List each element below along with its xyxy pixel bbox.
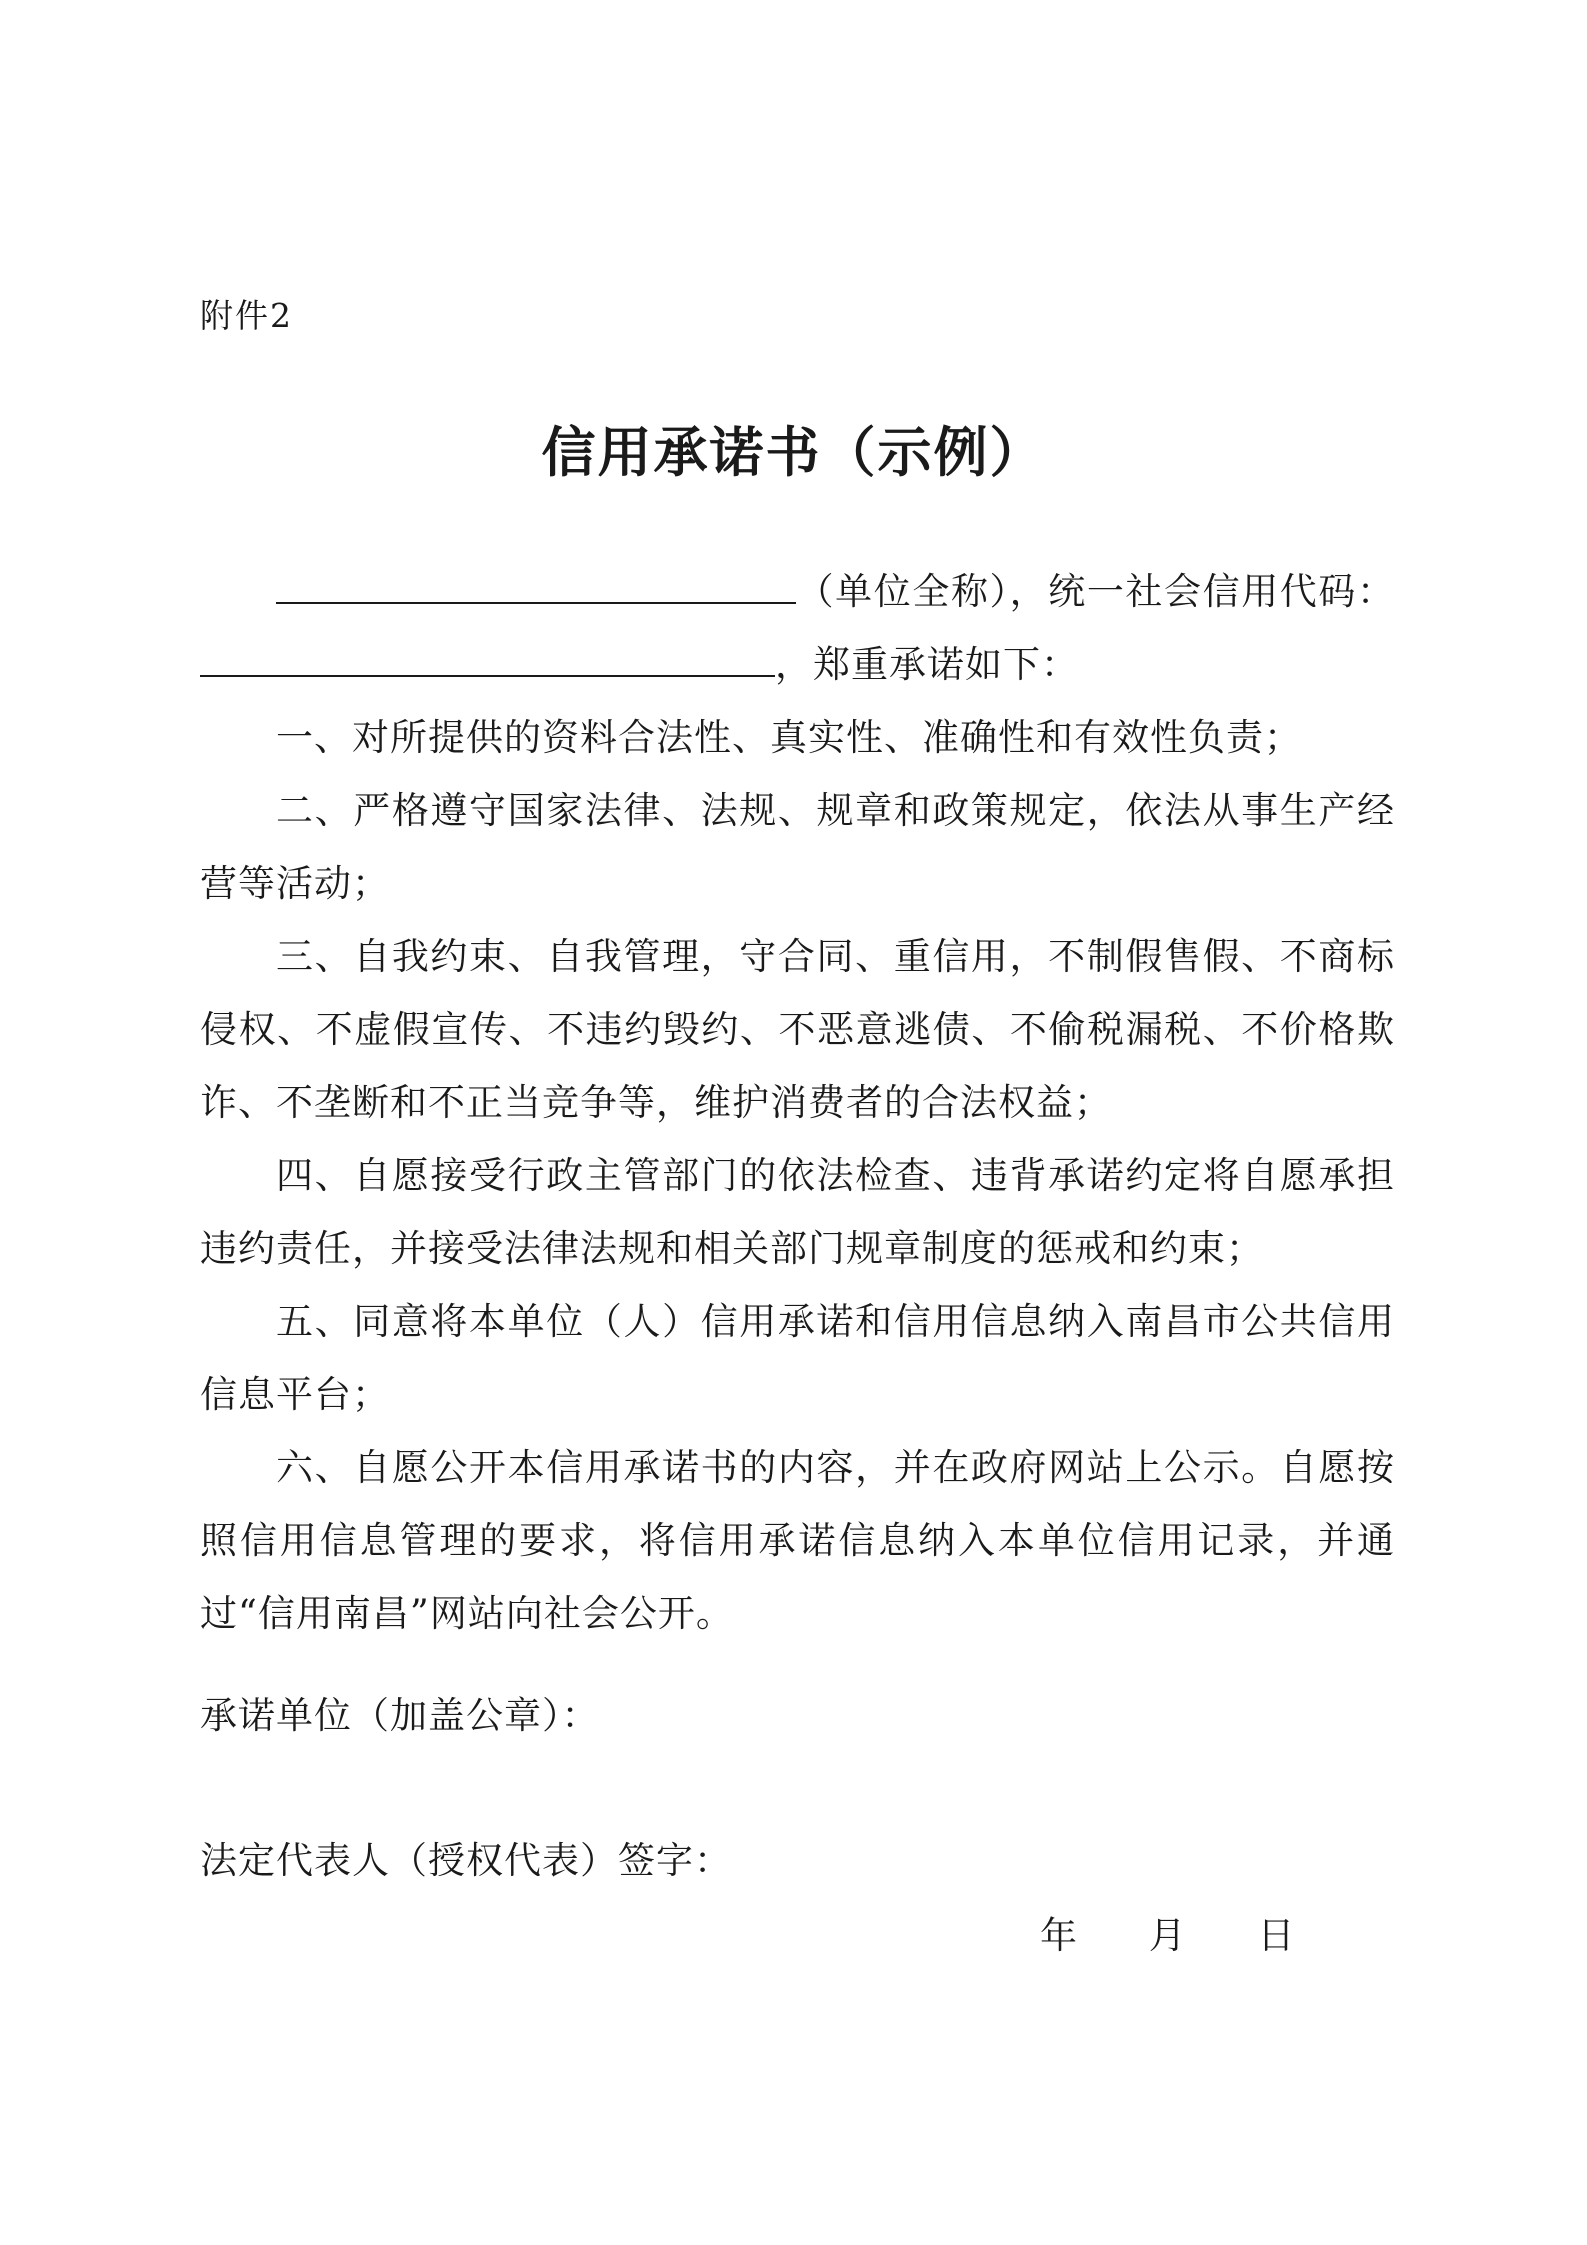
clause-4: 四、自愿接受行政主管部门的依法检查、违背承诺约定将自愿承担违约责任，并接受法律法规和相关部门规章制度的惩戒和约束； (200, 1154, 1395, 1270)
unit-name-suffix: （单位全称），统一社会信用代 (796, 570, 1319, 613)
code-suffix: ，郑重承诺如下： (775, 643, 1079, 686)
clause-3: 三、自我约束、自我管理，守合同、重信用，不制假售假、不商标侵权、不虚假宣传、不违约毁约、不恶意逃债、不偷税漏税、不价格欺诈、不垄断和不正当竞争等，维护消费者的合法权益； (200, 935, 1395, 1124)
clause-1: 一、对所提供的资料合法性、真实性、准确性和有效性负责； (276, 716, 1302, 759)
clause-2: 二、严格遵守国家法律、法规、规章和政策规定，依法从事生产经营等活动； (200, 789, 1395, 905)
document-title: 信用承诺书（示例） (541, 420, 1046, 484)
unit-name-blank[interactable] (276, 558, 796, 604)
clause-5: 五、同意将本单位（人）信用承诺和信用信息纳入南昌市公共信用信息平台； (200, 1300, 1395, 1416)
document-body (200, 555, 1395, 1650)
legal-rep-signature-label: 法定代表人（授权代表）签字： (200, 1839, 732, 1882)
date-year: 年 (1040, 1914, 1077, 1957)
intro-paragraph (200, 555, 1395, 701)
date-day: 日 (1257, 1914, 1295, 1957)
attachment-label: 附件2 (200, 296, 293, 335)
pledging-unit-label: 承诺单位（加盖公章）： (200, 1694, 600, 1737)
clause-6: 六、自愿公开本信用承诺书的内容，并在政府网站上公示。自愿按照信用信息管理的要求，将信用承诺信息纳入本单位信用记录，并通过“信用南昌”网站向社会公开。 (200, 1446, 1395, 1635)
credit-code-blank[interactable] (200, 631, 775, 677)
date-line (1040, 1905, 1295, 1959)
date-month: 月 (1148, 1914, 1186, 1957)
code-prefix: 码： (1318, 570, 1395, 613)
